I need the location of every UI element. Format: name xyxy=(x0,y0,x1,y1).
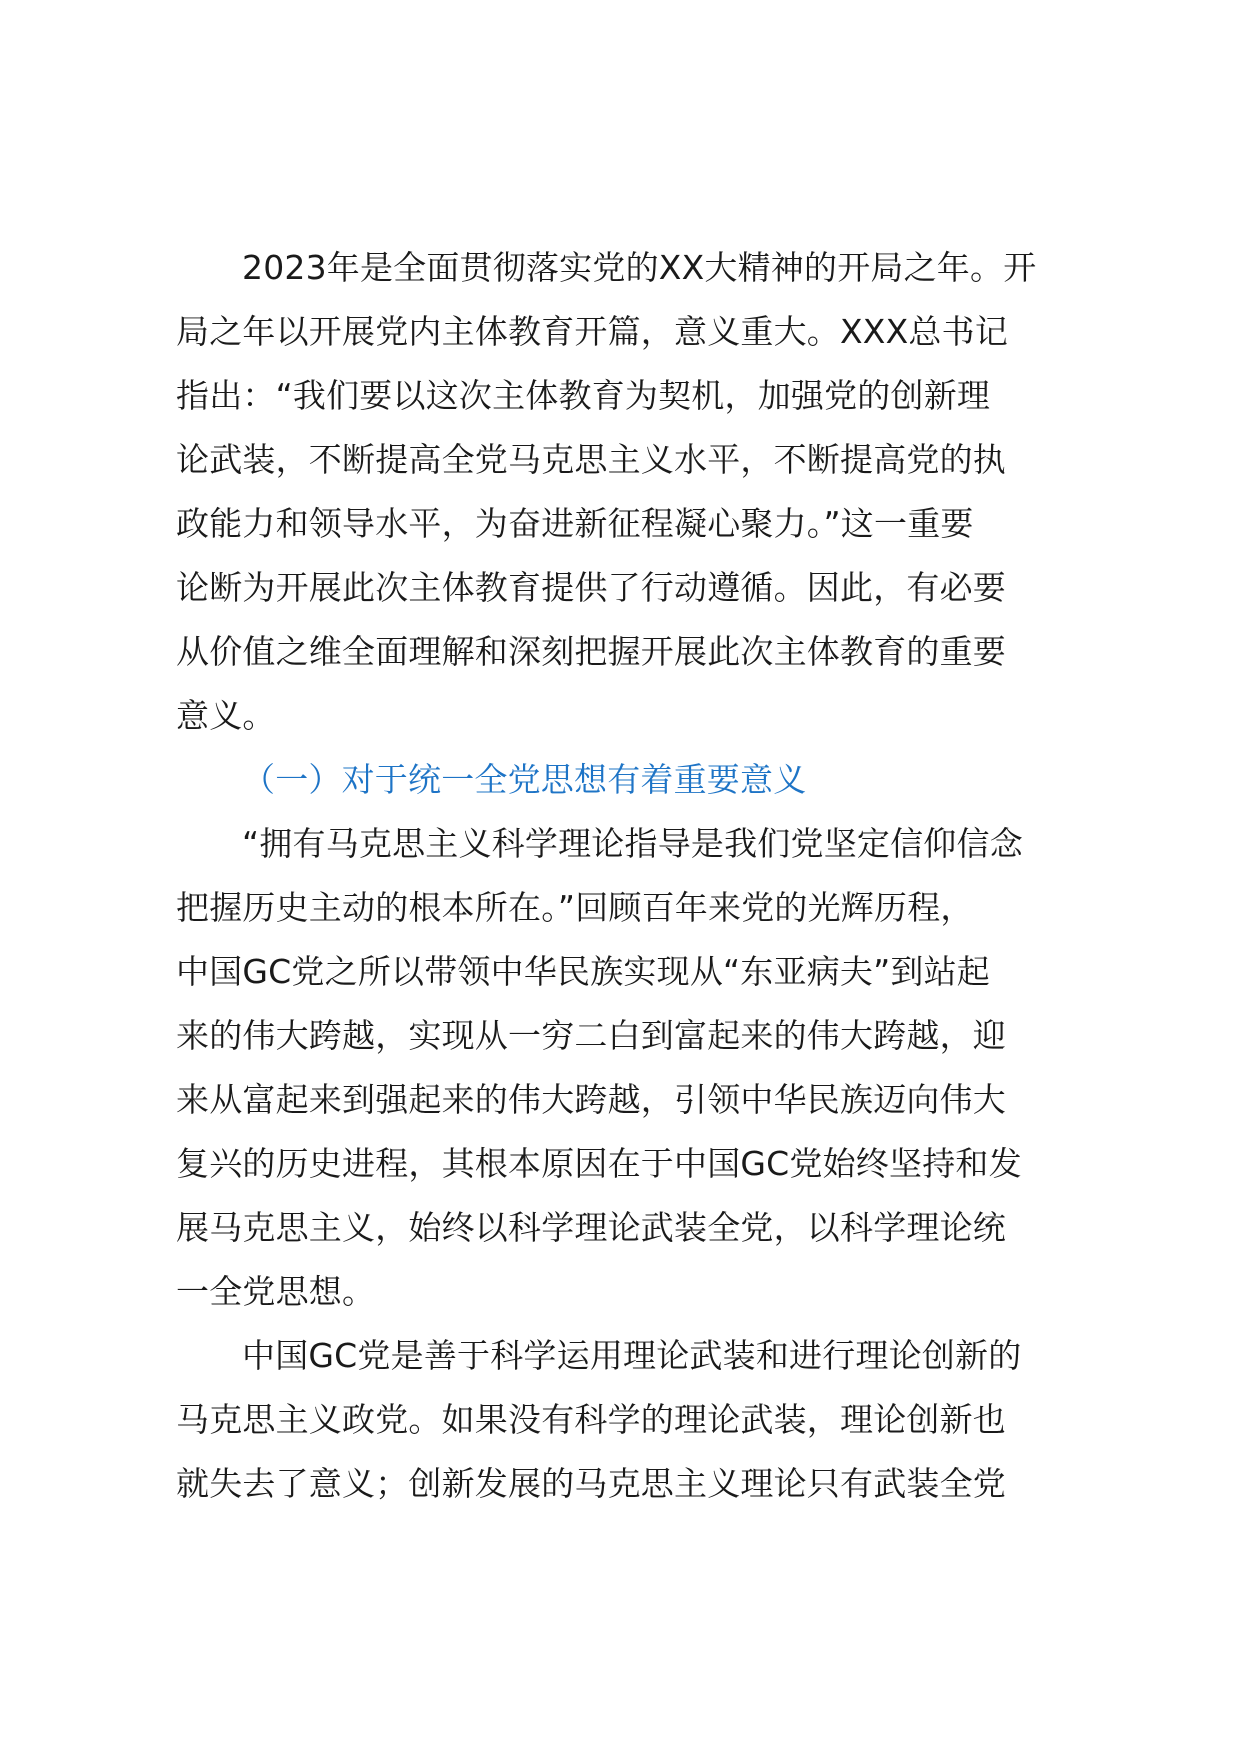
section-heading xyxy=(176,748,1081,812)
section-heading-text: （一）对于统一全党思想有着重要意义 xyxy=(242,760,807,799)
text-line: 中国GC党之所以带领中华民族实现从“东亚病夫”到站起 xyxy=(176,952,991,991)
text-line: 意义。 xyxy=(176,696,276,735)
text-line: 就失去了意义；创新发展的马克思主义理论只有武装全党 xyxy=(176,1464,1006,1503)
text-line: 复兴的历史进程，其根本原因在于中国GC党始终坚持和发 xyxy=(176,1144,1022,1183)
text-line: 局之年以开展党内主体教育开篇，意义重大。XXX总书记 xyxy=(176,312,1009,351)
text-line: 展马克思主义，始终以科学理论武装全党，以科学理论统 xyxy=(176,1208,1006,1247)
text-line: 论武装，不断提高全党马克思主义水平，不断提高党的执 xyxy=(176,440,1006,479)
text-line: 马克思主义政党。如果没有科学的理论武装，理论创新也 xyxy=(176,1400,1006,1439)
text-line: 论断为开展此次主体教育提供了行动遵循。因此，有必要 xyxy=(176,568,1006,607)
text-line: 来从富起来到强起来的伟大跨越，引领中华民族迈向伟大 xyxy=(176,1080,1006,1119)
text-line: 来的伟大跨越，实现从一穷二白到富起来的伟大跨越，迎 xyxy=(176,1016,1006,1055)
text-line: 2023年是全面贯彻落实党的XX大精神的开局之年。开 xyxy=(242,248,1037,287)
text-line: 一全党思想。 xyxy=(176,1272,376,1311)
document-body xyxy=(176,236,1081,1516)
text-line: 指出：“我们要以这次主体教育为契机，加强党的创新理 xyxy=(176,376,991,415)
text-line: 把握历史主动的根本所在。”回顾百年来党的光辉历程， xyxy=(176,888,974,927)
text-line: 从价值之维全面理解和深刻把握开展此次主体教育的重要 xyxy=(176,632,1006,671)
paragraph-section-1 xyxy=(176,812,1081,1324)
text-line: “拥有马克思主义科学理论指导是我们党坚定信仰信念 xyxy=(242,824,1023,863)
text-line: 中国GC党是善于科学运用理论武装和进行理论创新的 xyxy=(242,1336,1022,1375)
paragraph-section-2 xyxy=(176,1324,1081,1516)
paragraph-intro xyxy=(176,236,1081,748)
text-line: 政能力和领导水平，为奋进新征程凝心聚力。”这一重要 xyxy=(176,504,974,543)
